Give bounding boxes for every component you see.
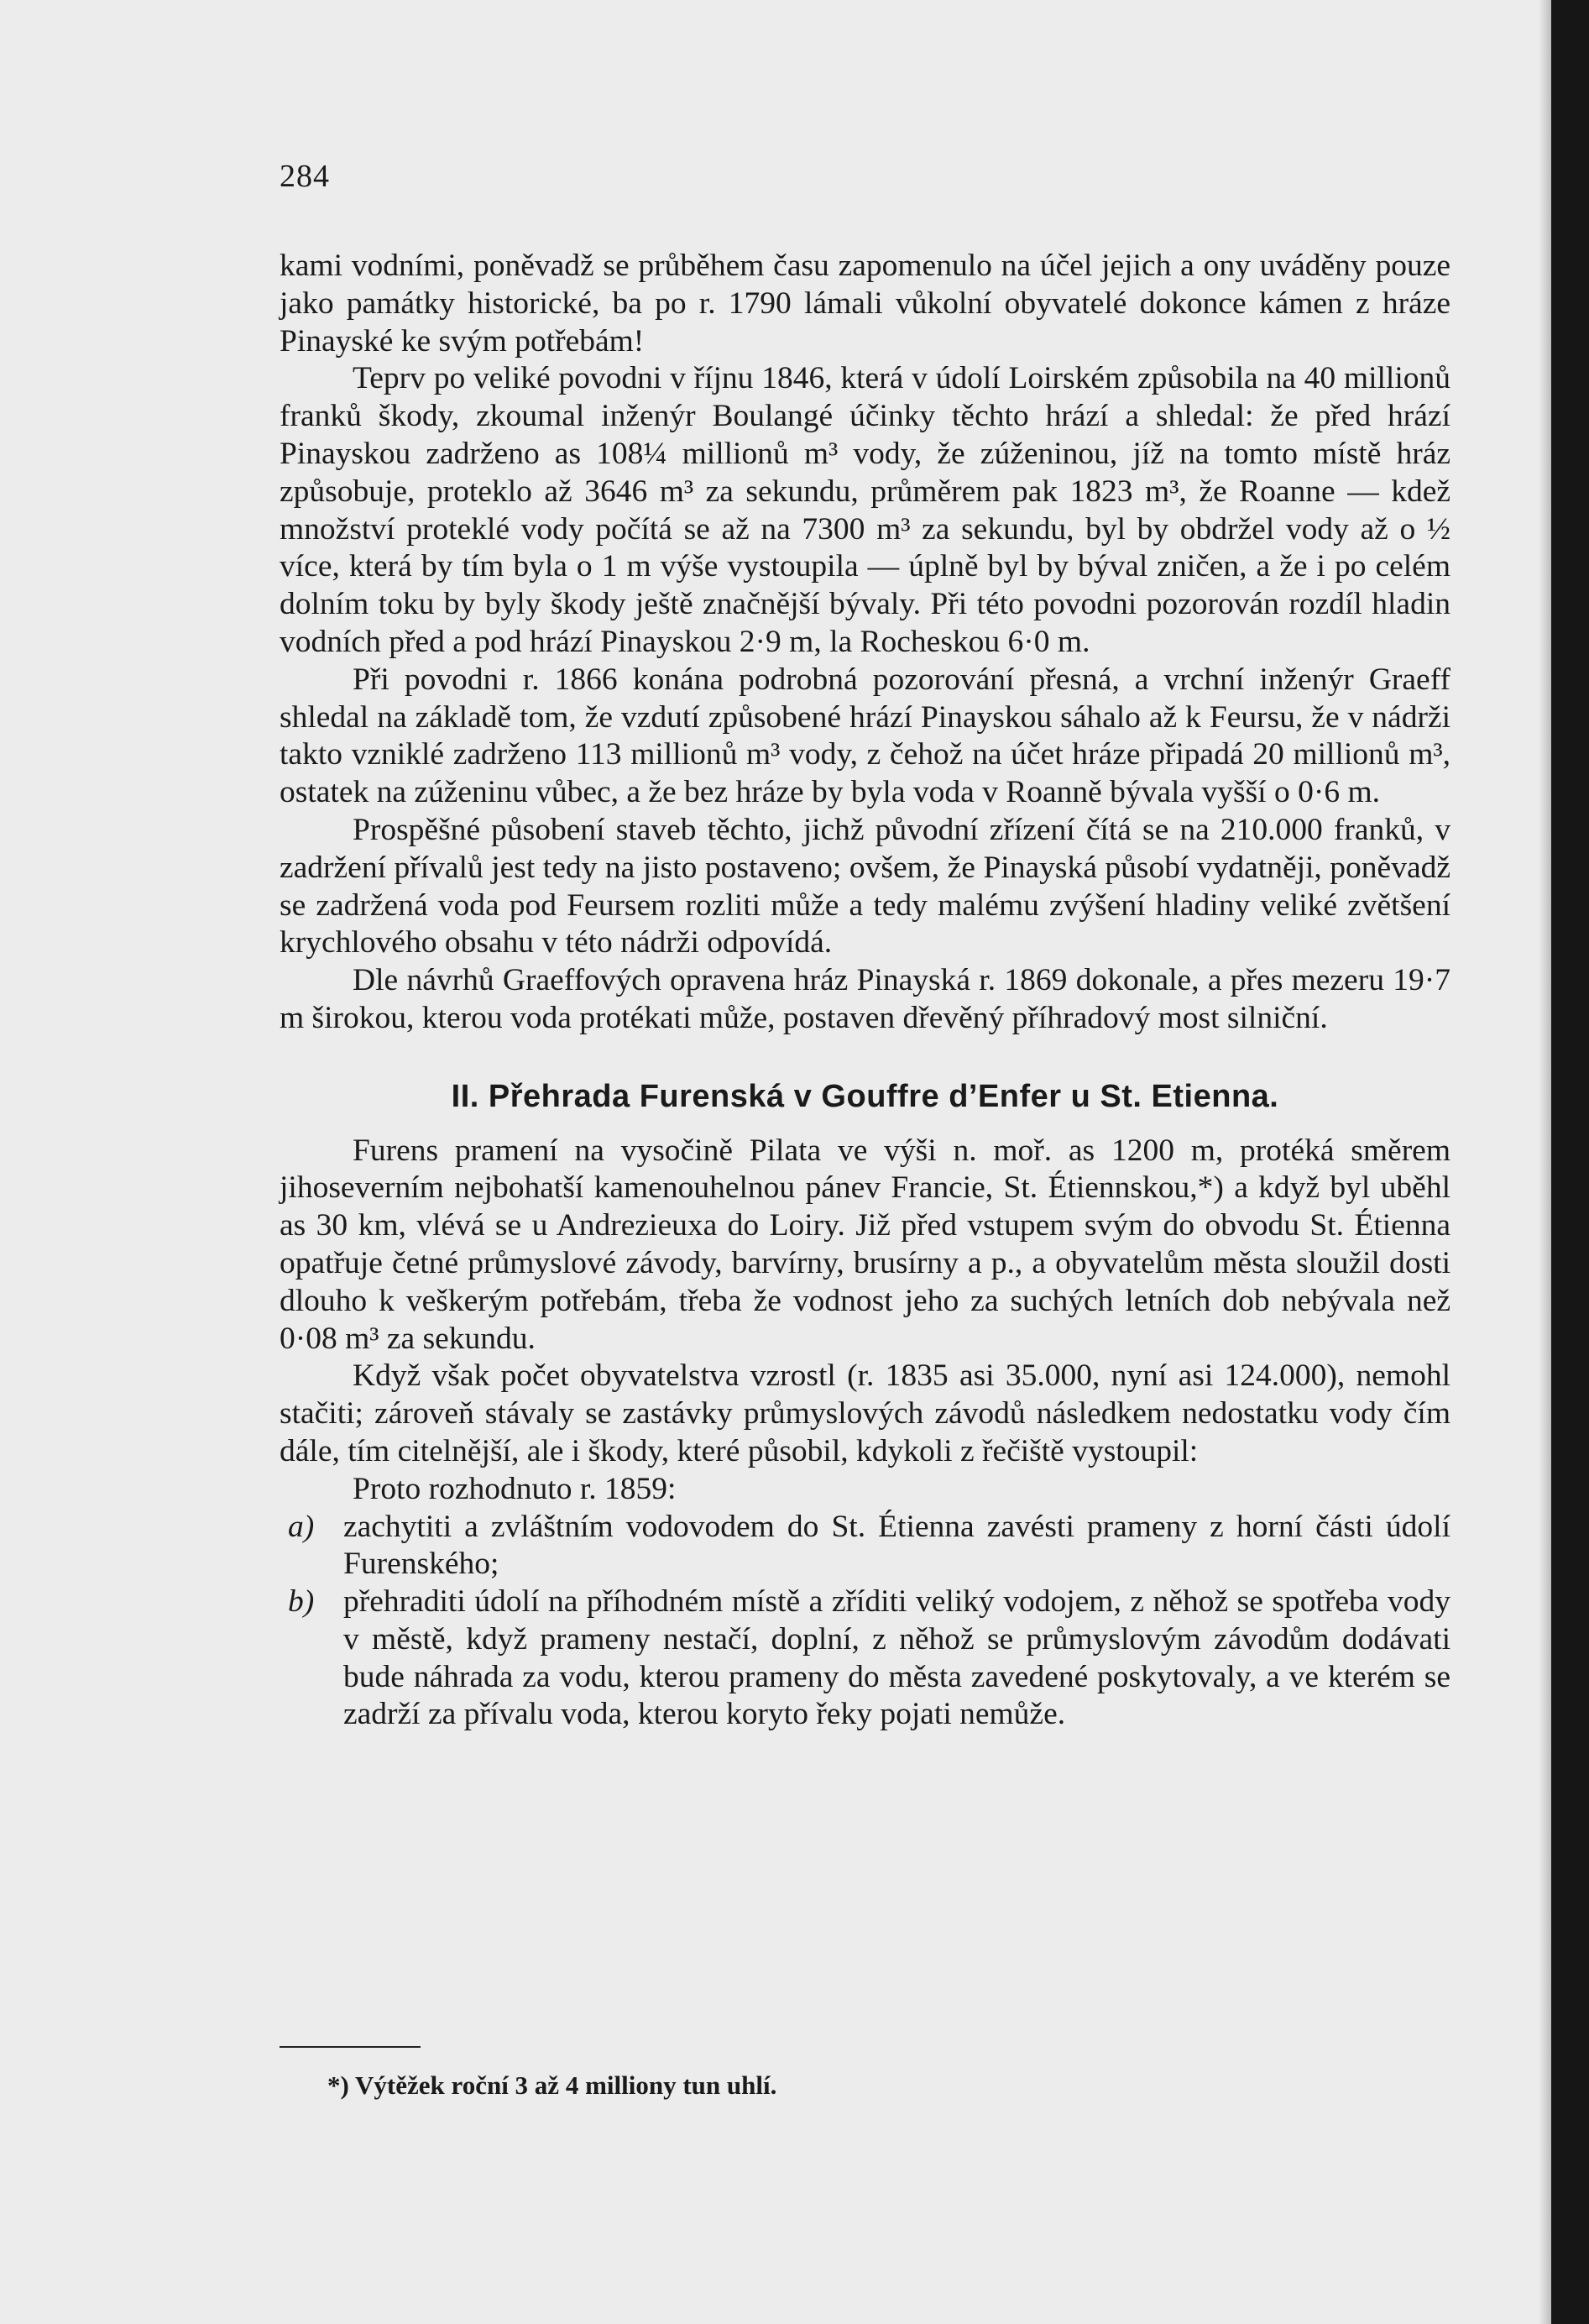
page-edge-shadow: [1539, 0, 1551, 2324]
list-item-text: zachytiti a zvláštním vodovodem do St. Étienna zavésti prameny z horní části údolí Furenského;: [343, 1509, 1450, 1582]
list-item-text: přehraditi údolí na příhodném místě a zříditi veliký vodojem, z něhož se spotřeba vody v městě, když prameny nestačí, doplní, z něhož se průmyslovým závodům dodávati bude náhrada za vodu, kterou prameny do města zavedené poskytovaly, a ve kterém se zadrží za přívalu voda, kterou koryto řeky pojati nemůže.: [343, 1584, 1450, 1732]
paragraph: Prospěšné působení staveb těchto, jichž původní zřízení čítá se na 210.000 franků, v zadržení přívalů jest tedy na jisto postaveno; ovšem, že Pinayská působí vydatněji, poněvadž se zadržená voda pod Feursem rozliti může a tedy malému zvýšení hladiny veliké zvětšení krychlového obsahu v této nádrži odpovídá.: [280, 812, 1450, 960]
scan-border: [1551, 0, 1589, 2324]
section-heading: [280, 1078, 1450, 1116]
paragraph: Když však počet obyvatelstva vzrostl (r. 1835 asi 35.000, nyní asi 124.000), nemohl stačiti; zároveň stávaly se zastávky průmyslových závodů následkem nedostatku vody čím dále, tím citelnější, ale i škody, které působil, kdykoli z řečiště vystoupil:: [280, 1358, 1450, 1468]
section-title: Přehrada Furenská v Gouffre d’Enfer u St. Etienna.: [488, 1078, 1279, 1114]
page-number: 284: [280, 159, 330, 194]
list-item: [280, 1583, 1450, 1734]
footnote-divider: [280, 2046, 421, 2048]
list-item: [280, 1509, 1450, 1584]
paragraph: Při povodni r. 1866 konána podrobná pozorování přesná, a vrchní inženýr Graeff shledal na základě tom, že vzdutí způsobené hrází Pinayskou sáhalo až k Feursu, že v nádrži takto vzniklé zadrženo 113 millionů m³ vody, z čehož na účet hráze připadá 20 millionů m³, ostatek na zúženinu vůbec, a že bez hráze by byla voda v Roanně bývala vyšší o 0·6 m.: [280, 662, 1450, 810]
list-item-label: b): [288, 1584, 315, 1620]
list-item-label: a): [288, 1509, 315, 1544]
footnote: *) Výtěžek roční 3 až 4 milliony tun uhlí.: [327, 2070, 777, 2100]
paragraph: Furens pramení na vysočině Pilata ve výši n. moř. as 1200 m, protéká směrem jihoseverním nejbohatší kamenouhelnou pánev Francie, St. Étiennskou,*) a když byl uběhl as 30 km, vlévá se u Andrezieuxa do Loiry. Již před vstupem svým do obvodu St. Étienna opatřuje četné průmyslové závody, barvírny, brusírny a p., a obyvatelům města sloužil dosti dlouho k veškerým potřebám, třeba že vodnost jeho za suchých letních dob nebývala než 0·08 m³ za sekundu.: [280, 1133, 1450, 1356]
section-number: II.: [451, 1078, 479, 1114]
paragraph: kami vodními, poněvadž se průběhem času zapomenulo na účel jejich a ony uváděny pouze jako památky historické, ba po r. 1790 lámali vůkolní obyvatelé dokonce kámen z hráze Pinayské ke svým potřebám!: [280, 249, 1450, 359]
body-text: [280, 248, 1450, 1734]
paragraph: Teprv po veliké povodni v říjnu 1846, která v údolí Loirském způsobila na 40 millionů franků škody, zkoumal inženýr Boulangé účinky těchto hrází a shledal: že před hrází Pinayskou zadrženo as 108¼ millionů m³ vody, že zúženinou, jíž na tomto místě hráz způsobuje, proteklo až 3646 m³ za sekundu, průměrem pak 1823 m³, že Roanne — kdež množství proteklé vody počítá se až na 7300 m³ za sekundu, byl by obdržel vody až o ½ více, která by tím byla o 1 m výše vystoupila — úplně byl by býval zničen, a že i po celém dolním toku by byly škody ještě značnější bývaly. Při této povodni pozorován rozdíl hladin vodních před a pod hrází Pinayskou 2·9 m, la Rocheskou 6·0 m.: [280, 361, 1450, 659]
paragraph: Dle návrhů Graeffových opravena hráz Pinayská r. 1869 dokonale, a přes mezeru 19·7 m širokou, kterou voda protékati může, postaven dřevěný příhradový most silniční.: [280, 963, 1450, 1035]
paragraph: Proto rozhodnuto r. 1859:: [353, 1471, 677, 1506]
